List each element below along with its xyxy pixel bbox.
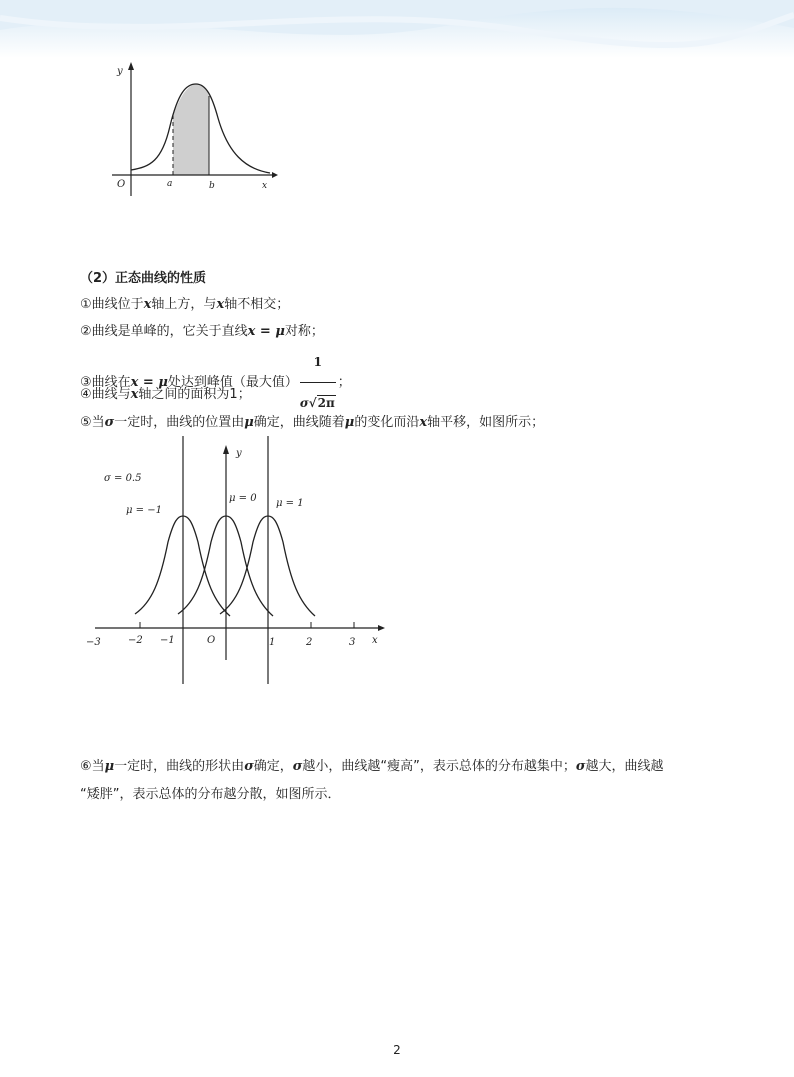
origin-label: O <box>207 635 216 646</box>
peak-fraction: $\frac{1}{\sigma√2\pi}$ <box>300 343 336 422</box>
property-1: ①曲线位于x轴上方，与x轴不相交； <box>80 297 290 312</box>
header-wave-banner <box>0 0 794 58</box>
mu-0-label: μ = 0 <box>229 493 257 504</box>
y-label: y <box>236 448 242 459</box>
tick-label-neg3: −3 <box>86 637 101 648</box>
tick-label-1: 1 <box>269 637 276 648</box>
tick-marks <box>140 622 354 628</box>
section-heading: （2）正态曲线的性质 <box>80 271 207 286</box>
property-5: ⑤当σ一定时，曲线的位置由μ确定，曲线随着μ的变化而沿x轴平移，如图所示； <box>80 415 545 430</box>
a-label: a <box>167 179 173 189</box>
tick-label-2: 2 <box>306 637 313 648</box>
x-label: x <box>372 635 378 646</box>
page-number: 2 <box>393 1043 401 1057</box>
mu-1-label: μ = 1 <box>276 498 304 509</box>
property-3: ③曲线在x = μ处达到峰值（最大值） $\frac{1}{\sigma√2\pi}$ ； <box>80 343 351 422</box>
normal-curve-area-figure <box>100 58 290 203</box>
tick-label-neg2: −2 <box>128 635 143 646</box>
sigma-label: σ = 0.5 <box>104 473 142 484</box>
property-6-line-2: “矮胖”，表示总体的分布越分散，如图所示． <box>80 787 341 802</box>
property-2: ②曲线是单峰的，它关于直线x = μ对称； <box>80 324 324 339</box>
property-6-line-1: ⑥当μ一定时，曲线的形状由σ确定，σ越小，曲线越“瘦高”，表示总体的分布越集中；σ越大，曲线越 <box>80 759 664 774</box>
y-label: y <box>117 66 123 77</box>
tick-label-3: 3 <box>349 637 356 648</box>
b-label: b <box>209 181 215 191</box>
tick-label-neg1: −1 <box>160 635 175 646</box>
property-4: ④曲线与x轴之间的面积为1； <box>80 387 251 402</box>
origin-label: O <box>117 179 126 190</box>
x-label: x <box>262 181 268 191</box>
mu-neg1-label: μ = −1 <box>126 505 162 516</box>
normal-curves-shift-figure <box>80 432 400 692</box>
shaded-area-a-b <box>173 84 209 175</box>
